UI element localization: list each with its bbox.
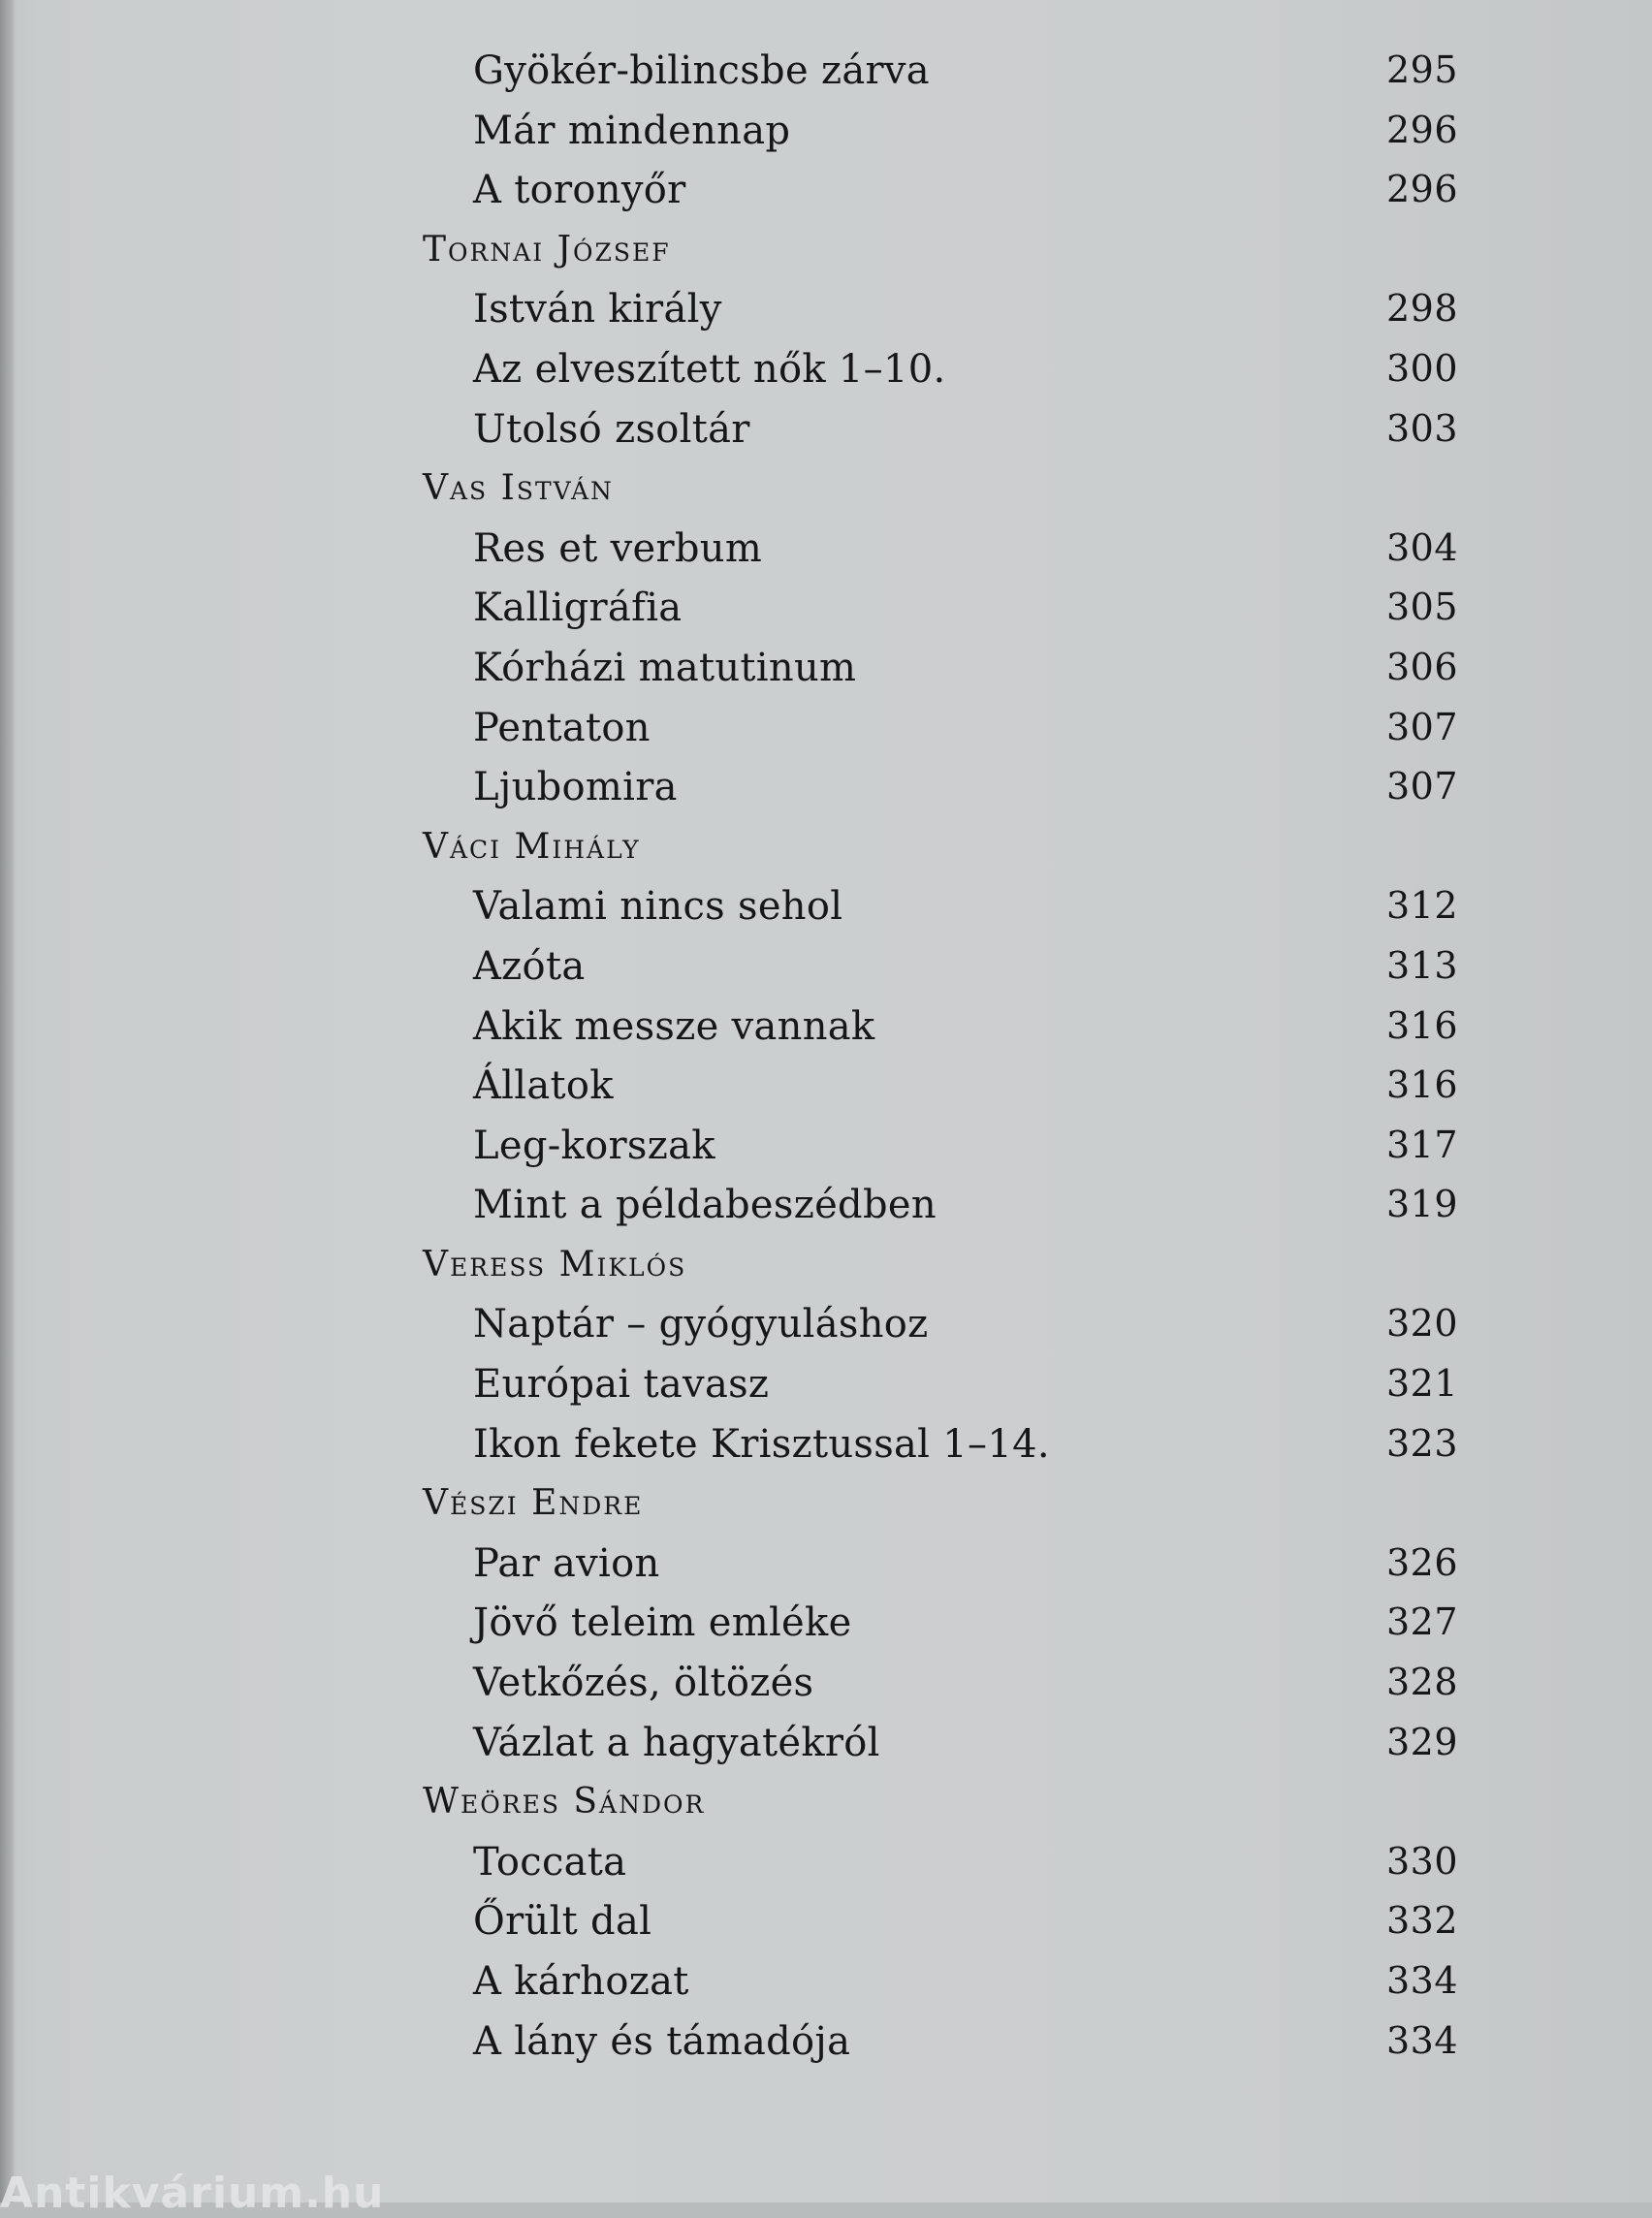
toc-entry bbox=[0, 1536, 1652, 1596]
page-number: 327 bbox=[1385, 1600, 1458, 1644]
page-number: 334 bbox=[1385, 2018, 1458, 2062]
toc-entry bbox=[0, 759, 1652, 819]
poem-title: Azóta bbox=[473, 943, 586, 989]
page-number: 321 bbox=[1385, 1362, 1458, 1406]
page-number: 316 bbox=[1385, 1003, 1458, 1047]
page-number: 323 bbox=[1385, 1421, 1458, 1465]
toc-entry bbox=[0, 2013, 1652, 2074]
poem-title: Utolsó zsoltár bbox=[473, 406, 750, 452]
poem-title: Ikon fekete Krisztussal 1–14. bbox=[473, 1421, 1050, 1467]
author-heading bbox=[0, 1475, 1652, 1536]
author-name: Tornai József bbox=[423, 229, 671, 269]
page-number: 296 bbox=[1385, 108, 1458, 151]
author-heading bbox=[0, 1237, 1652, 1297]
toc-entry bbox=[0, 878, 1652, 938]
toc-entry bbox=[0, 1296, 1652, 1356]
poem-title: A kárhozat bbox=[473, 1959, 689, 2004]
toc-entry bbox=[0, 1356, 1652, 1416]
poem-title: Őrült dal bbox=[473, 1899, 652, 1945]
toc-entry bbox=[0, 700, 1652, 760]
toc-entry bbox=[0, 1715, 1652, 1775]
poem-title: Res et verbum bbox=[473, 525, 763, 571]
page-number: 295 bbox=[1385, 48, 1458, 91]
poem-title: Akik messze vannak bbox=[473, 1003, 875, 1049]
toc-entry bbox=[0, 162, 1652, 222]
page-number: 319 bbox=[1385, 1183, 1458, 1226]
page-number: 303 bbox=[1385, 406, 1458, 450]
poem-title: Már mindennap bbox=[473, 108, 791, 153]
poem-title: Ljubomira bbox=[473, 765, 678, 810]
poem-title: A toronyőr bbox=[473, 168, 686, 213]
author-heading bbox=[0, 1774, 1652, 1834]
poem-title: Az elveszített nők 1–10. bbox=[473, 346, 946, 392]
poem-title: Kalligráfia bbox=[473, 586, 683, 631]
watermark: Antikvárium.hu bbox=[0, 2169, 385, 2218]
toc-entry bbox=[0, 1177, 1652, 1237]
poem-title: Leg-korszak bbox=[473, 1123, 715, 1168]
poem-title: Vázlat a hagyatékról bbox=[473, 1720, 880, 1765]
poem-title: Par avion bbox=[473, 1540, 660, 1586]
page-number: 326 bbox=[1385, 1540, 1458, 1584]
toc-entry bbox=[0, 640, 1652, 700]
toc-entry bbox=[0, 1834, 1652, 1894]
page-number: 330 bbox=[1385, 1839, 1458, 1883]
page-number: 300 bbox=[1385, 346, 1458, 390]
page-number: 305 bbox=[1385, 586, 1458, 629]
page-number: 307 bbox=[1385, 765, 1458, 808]
poem-title: Kórházi matutinum bbox=[473, 645, 857, 690]
toc-entry bbox=[0, 1595, 1652, 1655]
toc-entry bbox=[0, 998, 1652, 1059]
toc-entry bbox=[0, 401, 1652, 461]
page-number: 306 bbox=[1385, 645, 1458, 688]
page-number: 332 bbox=[1385, 1899, 1458, 1943]
toc-entry bbox=[0, 1058, 1652, 1118]
page-number: 329 bbox=[1385, 1720, 1458, 1763]
page-number: 334 bbox=[1385, 1959, 1458, 2002]
poem-title: Európai tavasz bbox=[473, 1362, 770, 1408]
toc-entry bbox=[0, 43, 1652, 103]
poem-title: Pentaton bbox=[473, 705, 651, 750]
toc-entry bbox=[0, 1416, 1652, 1476]
page-number: 312 bbox=[1385, 884, 1458, 928]
poem-title: Toccata bbox=[473, 1839, 627, 1885]
poem-title: Gyökér-bilincsbe zárva bbox=[473, 48, 930, 93]
author-name: Weöres Sándor bbox=[423, 1782, 706, 1822]
poem-title: István király bbox=[473, 287, 722, 333]
author-name: Vészi Endre bbox=[423, 1483, 644, 1524]
page-number: 307 bbox=[1385, 705, 1458, 748]
toc-entry bbox=[0, 580, 1652, 640]
toc-entry bbox=[0, 341, 1652, 401]
poem-title: A lány és támadója bbox=[473, 2018, 851, 2064]
toc-entry bbox=[0, 1655, 1652, 1715]
page-number: 320 bbox=[1385, 1302, 1458, 1346]
page-number: 313 bbox=[1385, 943, 1458, 987]
author-heading bbox=[0, 222, 1652, 282]
author-heading bbox=[0, 819, 1652, 879]
toc-entry bbox=[0, 521, 1652, 581]
poem-title: Mint a példabeszédben bbox=[473, 1183, 937, 1228]
page-number: 328 bbox=[1385, 1661, 1458, 1704]
toc-entry bbox=[0, 281, 1652, 341]
page-number: 304 bbox=[1385, 525, 1458, 569]
poem-title: Valami nincs sehol bbox=[473, 884, 843, 930]
toc-entry bbox=[0, 103, 1652, 163]
author-name: Veress Miklós bbox=[423, 1244, 687, 1284]
poem-title: Állatok bbox=[473, 1063, 614, 1109]
author-name: Vas István bbox=[423, 468, 614, 509]
author-heading bbox=[0, 460, 1652, 521]
poem-title: Naptár – gyógyuláshoz bbox=[473, 1302, 929, 1347]
poem-title: Jövő teleim emléke bbox=[473, 1600, 852, 1646]
table-of-contents bbox=[0, 43, 1652, 2073]
author-name: Váci Mihály bbox=[423, 826, 641, 867]
page-number: 296 bbox=[1385, 168, 1458, 211]
toc-entry bbox=[0, 1118, 1652, 1178]
poem-title: Vetkőzés, öltözés bbox=[473, 1661, 814, 1706]
toc-entry bbox=[0, 1953, 1652, 2013]
toc-entry bbox=[0, 938, 1652, 998]
page-number: 317 bbox=[1385, 1123, 1458, 1166]
toc-entry bbox=[0, 1893, 1652, 1953]
page-number: 298 bbox=[1385, 287, 1458, 331]
page-number: 316 bbox=[1385, 1063, 1458, 1107]
